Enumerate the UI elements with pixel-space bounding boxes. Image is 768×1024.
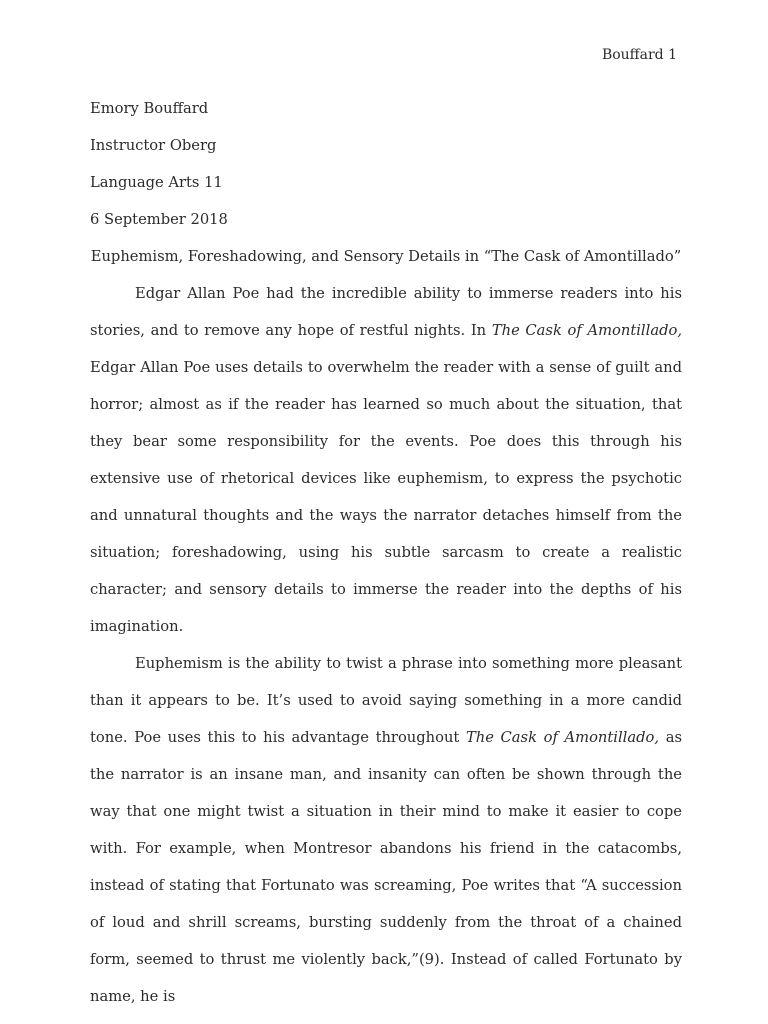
course-name: Language Arts 11 [90,174,223,191]
paragraph-2-text-b: as the narrator is an insane man, and insanity can often be shown through the way that one might twist a situation in their mind to make it easier to cope with. For example, when Montresor abandons his friend in the catacombs, instead of stating that Fortunato was screaming, Poe writes that “A succession of loud and shrill screams, bursting suddenly from the throat of a chained form, seemed to thrust me violently back,”(9). Instead of called Fortunato by name, he is [90,729,682,1005]
instructor-name: Instructor Oberg [90,137,217,154]
paragraph-2 [90,645,682,1015]
paragraph-2-text-a: Euphemism is the ability to twist a phrase into something more pleasant than it appears to be. It’s used to avoid saying something in a more candid tone. Poe uses this to his advantage throughout [90,655,682,746]
document-date: 6 September 2018 [90,211,228,228]
running-head: Bouffard 1 [601,47,677,63]
paragraph-1-text-a: Edgar Allan Poe had the incredible ability to immerse readers into his stories, and to remove any hope of restful nights. In [90,285,682,339]
paragraph-1-text-b: Edgar Allan Poe uses details to overwhelm the reader with a sense of guilt and horror; almost as if the reader has learned so much about the situation, that they bear some responsibility for the events. Poe does this through his extensive use of rhetorical devices like euphemism, to express the psychotic and unnatural thoughts and the ways the narrator detaches himself from the situation; foreshadowing, using his subtle sarcasm to create a realistic character; and sensory details to immerse the reader into the depths of his imagination. [90,359,682,635]
paragraph-1 [90,275,682,645]
paragraph-1-italic-title: The Cask of Amontillado, [491,322,682,339]
essay-title: Euphemism, Foreshadowing, and Sensory Details in “The Cask of Amontillado” [90,248,682,265]
student-name: Emory Bouffard [90,100,209,117]
document-body [90,90,682,1015]
paragraph-2-italic-title: The Cask of Amontillado, [465,729,660,746]
